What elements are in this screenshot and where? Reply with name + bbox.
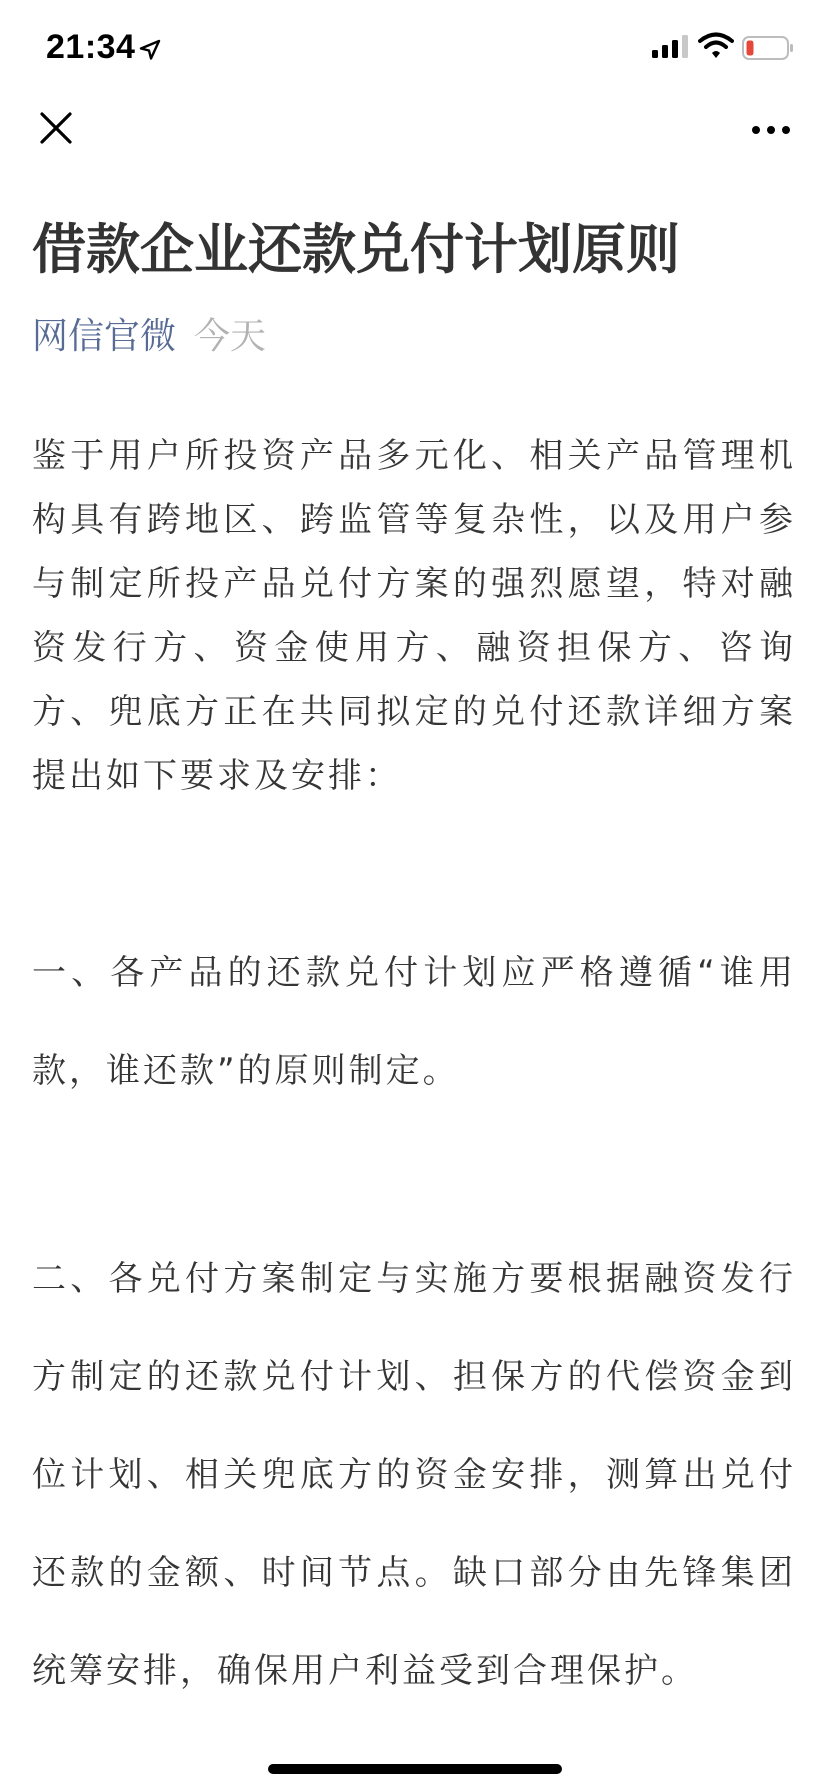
paragraph-rule-one: 一、各产品的还款兑付计划应严格遵循“谁用款，谁还款”的原则制定。 — [32, 953, 796, 1091]
paragraph-rule-two: 二、各兑付方案制定与实施方要根据融资发行方制定的还款兑付计划、担保方的代偿资金到位计划、相关兜底方的资金安排，测算出兑付还款的金额、时间节点。缺口部分由先锋集团统筹安排，确保用户利益受到合理保护。 — [32, 1259, 796, 1691]
article-title: 借款企业还款兑付计划原则 — [32, 218, 680, 281]
status-time: 21:34 — [46, 28, 136, 66]
article-author-link[interactable]: 网信官微 — [32, 316, 177, 357]
wifi-icon — [698, 32, 734, 60]
cellular-signal-icon — [652, 34, 692, 60]
article-date: 今天 — [194, 316, 267, 357]
close-button[interactable] — [36, 108, 76, 148]
more-dots-icon — [752, 126, 790, 134]
close-icon — [42, 114, 70, 142]
article-content — [32, 424, 796, 1691]
paragraph-intro: 鉴于用户所投资产品多元化、相关产品管理机构具有跨地区、跨监管等复杂性，以及用户参与制定所投产品兑付方案的强烈愿望，特对融资发行方、资金使用方、融资担保方、咨询方、兜底方正在共同拟定的兑付还款详细方案提出如下要求及安排： — [32, 436, 796, 796]
more-button[interactable] — [750, 118, 792, 142]
article-meta — [32, 312, 266, 362]
location-arrow-icon — [138, 38, 162, 62]
home-indicator[interactable] — [268, 1764, 562, 1774]
battery-low-icon — [742, 36, 794, 60]
status-bar — [0, 0, 828, 100]
